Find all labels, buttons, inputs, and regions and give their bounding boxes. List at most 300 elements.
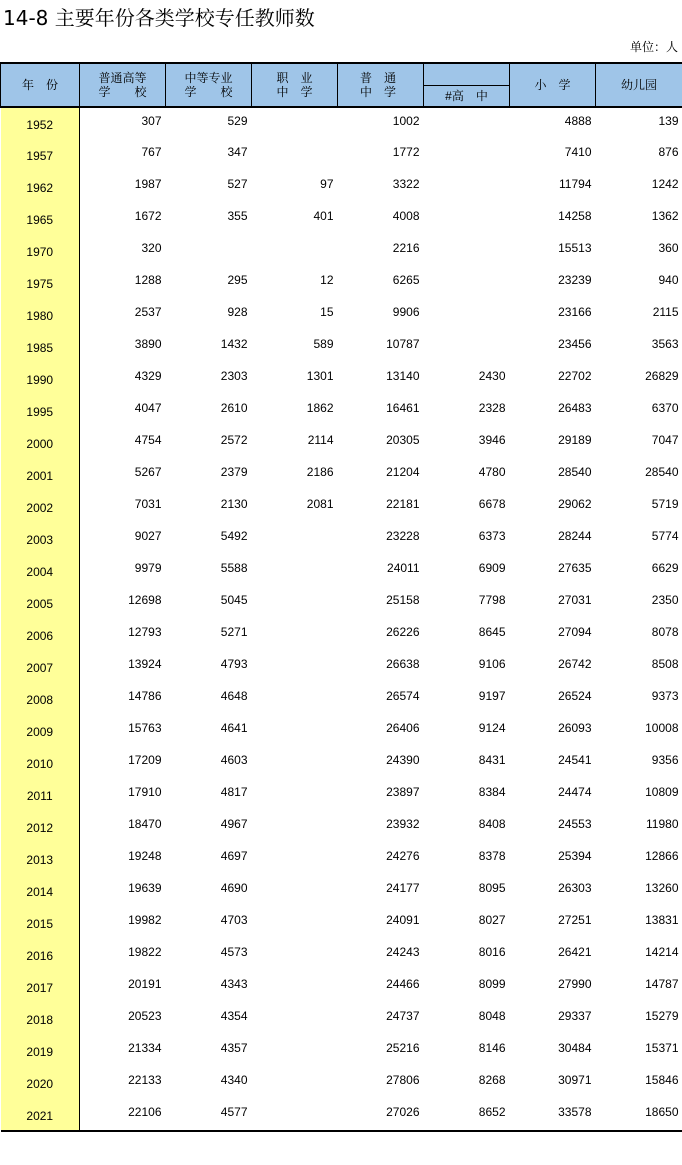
value-cell [252,139,338,171]
value-cell: 1242 [651,177,679,191]
value-cell: 17209 [128,753,162,767]
table-row [1,811,682,843]
value-cell: 4967 [220,817,248,831]
value-cell: 8146 [478,1041,506,1055]
value-cell: 4780 [478,465,506,479]
value-cell: 4888 [564,114,592,128]
year-cell: 2009 [1,715,80,747]
header-regular-secondary [338,63,424,107]
value-cell: 401 [313,209,334,223]
table-body [1,107,682,1131]
value-cell [424,107,510,139]
value-cell: 3890 [134,337,162,351]
header-higher-education [80,63,166,107]
year-cell: 1975 [1,267,80,299]
year-cell: 2003 [1,523,80,555]
value-cell: 9979 [134,561,162,575]
value-cell: 3946 [478,433,506,447]
value-cell: 4573 [220,945,248,959]
table-row [1,587,682,619]
value-cell: 23897 [386,785,420,799]
value-cell: 320 [141,241,162,255]
header-kindergarten: 幼儿园 [596,63,682,107]
value-cell: 139 [658,114,679,128]
table-row [1,459,682,491]
value-cell: 589 [313,337,334,351]
value-cell: 23456 [558,337,592,351]
year-cell: 1957 [1,139,80,171]
year-cell: 2016 [1,939,80,971]
value-cell: 8268 [478,1073,506,1087]
value-cell: 27026 [338,1099,424,1131]
value-cell: 1432 [220,337,248,351]
value-cell: 2115 [652,305,679,319]
value-cell: 1362 [651,209,679,223]
value-cell: 97 [320,177,334,191]
header-line: 中 学 [276,85,313,99]
value-cell: 10008 [645,721,679,735]
table-row [1,779,682,811]
value-cell [252,683,338,715]
table-row [1,1035,682,1067]
value-cell: 4690 [220,881,248,895]
value-cell: 27094 [558,625,592,639]
value-cell: 15 [320,305,334,319]
value-cell: 8408 [478,817,506,831]
header-line: 中 学 [360,85,397,99]
year-cell: 2000 [1,427,80,459]
value-cell: 8027 [478,913,506,927]
year-cell: 1970 [1,235,80,267]
value-cell: 14787 [645,977,679,991]
value-cell: 2186 [306,465,334,479]
header-vocational-middle [252,63,338,107]
value-cell: 22181 [386,497,420,511]
header-line: 学 校 [184,85,233,99]
table-row [1,619,682,651]
table-row [1,299,682,331]
value-cell: 22106 [80,1099,166,1131]
value-cell [424,171,510,203]
year-cell: 2020 [1,1067,80,1099]
value-cell: 2537 [134,305,162,319]
table-row [1,907,682,939]
year-cell: 1980 [1,299,80,331]
value-cell [424,203,510,235]
value-cell: 15763 [128,721,162,735]
value-cell [252,907,338,939]
value-cell: 8378 [478,849,506,863]
value-cell [252,1099,338,1131]
value-cell: 4648 [220,689,248,703]
value-cell: 8048 [478,1009,506,1023]
value-cell: 1987 [134,177,162,191]
value-cell: 295 [227,273,248,287]
value-cell: 26483 [558,401,592,415]
value-cell: 4697 [220,849,248,863]
value-cell: 4703 [220,913,248,927]
value-cell: 16461 [386,401,420,415]
value-cell [166,235,252,267]
value-cell: 19982 [128,913,162,927]
value-cell: 25394 [558,849,592,863]
value-cell: 13260 [645,881,679,895]
value-cell: 4343 [220,977,248,991]
value-cell [252,619,338,651]
value-cell: 4793 [220,657,248,671]
year-cell: 2005 [1,587,80,619]
value-cell: 24553 [558,817,592,831]
table-row [1,267,682,299]
value-cell: 26226 [386,625,420,639]
value-cell [252,715,338,747]
value-cell: 2572 [220,433,248,447]
value-cell: 1002 [392,114,420,128]
value-cell: 8095 [478,881,506,895]
value-cell [252,587,338,619]
value-cell: 24474 [558,785,592,799]
value-cell: 15513 [558,241,592,255]
value-cell [252,779,338,811]
table-row [1,971,682,1003]
year-cell: 2001 [1,459,80,491]
unit-label: 单位：人 [629,40,678,54]
value-cell: 29189 [558,433,592,447]
value-cell: 4641 [220,721,248,735]
value-cell: 15846 [645,1073,679,1087]
value-cell: 26303 [558,881,592,895]
value-cell: 12866 [645,849,679,863]
value-cell: 1672 [134,209,162,223]
value-cell: 5045 [220,593,248,607]
value-cell: 10809 [645,785,679,799]
value-cell: 25216 [386,1041,420,1055]
year-cell: 2019 [1,1035,80,1067]
value-cell: 27806 [386,1073,420,1087]
value-cell: 26574 [386,689,420,703]
value-cell: 24466 [386,977,420,991]
value-cell: 21204 [386,465,420,479]
value-cell: 13924 [128,657,162,671]
value-cell: 24243 [386,945,420,959]
table-header [1,63,682,107]
value-cell: 12 [320,273,334,287]
table-row [1,1099,682,1131]
year-cell: 2014 [1,875,80,907]
value-cell: 26829 [645,369,679,383]
value-cell: 26093 [558,721,592,735]
value-cell: 14786 [128,689,162,703]
value-cell: 23239 [558,273,592,287]
value-cell: 19248 [128,849,162,863]
header-line: 学 校 [98,85,147,99]
value-cell: 29337 [558,1009,592,1023]
value-cell: 876 [658,145,679,159]
value-cell [252,843,338,875]
table-row [1,491,682,523]
value-cell: 6373 [478,529,506,543]
value-cell: 3322 [392,177,420,191]
value-cell: 18470 [128,817,162,831]
year-cell: 2021 [1,1099,80,1131]
table-row [1,1067,682,1099]
value-cell: 27251 [558,913,592,927]
value-cell: 25158 [386,593,420,607]
value-cell: 12793 [128,625,162,639]
year-cell: 2002 [1,491,80,523]
value-cell: 24737 [386,1009,420,1023]
value-cell: 29062 [558,497,592,511]
value-cell [252,939,338,971]
value-cell: 24011 [387,561,420,575]
header-senior-high-top [424,63,510,85]
value-cell: 6678 [478,497,506,511]
value-cell: 8652 [424,1099,510,1131]
value-cell [252,1067,338,1099]
value-cell: 360 [658,241,679,255]
value-cell: 21334 [128,1041,162,1055]
value-cell: 23166 [558,305,592,319]
value-cell: 347 [227,145,248,159]
value-cell: 19822 [128,945,162,959]
value-cell: 9106 [478,657,506,671]
value-cell: 15279 [645,1009,679,1023]
header-line: 职 业 [276,71,313,85]
value-cell: 22133 [128,1073,162,1087]
year-cell: 2011 [1,779,80,811]
value-cell: 7798 [478,593,506,607]
table-row [1,651,682,683]
value-cell [424,235,510,267]
value-cell [252,523,338,555]
value-cell: 4357 [220,1041,248,1055]
value-cell: 529 [227,114,248,128]
value-cell: 26421 [558,945,592,959]
table-row [1,715,682,747]
value-cell: 14214 [645,945,679,959]
value-cell: 24276 [386,849,420,863]
value-cell: 24091 [386,913,420,927]
value-cell: 9027 [134,529,162,543]
header-primary: 小 学 [510,63,596,107]
value-cell: 6909 [478,561,506,575]
value-cell: 18650 [596,1099,682,1131]
value-cell: 9906 [392,305,420,319]
value-cell: 2610 [220,401,248,415]
value-cell: 23932 [386,817,420,831]
value-cell [252,811,338,843]
value-cell: 5774 [651,529,679,543]
value-cell: 27990 [558,977,592,991]
value-cell: 7047 [651,433,679,447]
value-cell: 6265 [392,273,420,287]
table-row [1,939,682,971]
value-cell [252,235,338,267]
value-cell: 9356 [651,753,679,767]
value-cell: 13140 [386,369,420,383]
value-cell: 24541 [558,753,592,767]
value-cell: 24177 [386,881,420,895]
value-cell: 27031 [558,593,592,607]
table-row [1,331,682,363]
value-cell [252,875,338,907]
value-cell: 4754 [134,433,162,447]
value-cell: 5492 [220,529,248,543]
value-cell: 2430 [478,369,506,383]
value-cell: 33578 [510,1099,596,1131]
year-cell: 1962 [1,171,80,203]
year-cell: 2006 [1,619,80,651]
value-cell [252,747,338,779]
value-cell: 27635 [558,561,592,575]
year-cell: 2013 [1,843,80,875]
value-cell: 22702 [558,369,592,383]
table-row [1,1003,682,1035]
value-cell: 4354 [220,1009,248,1023]
value-cell: 2081 [306,497,334,511]
value-cell [252,1003,338,1035]
header-line: 普通高等 [98,71,147,85]
value-cell: 5719 [651,497,679,511]
value-cell: 17910 [128,785,162,799]
value-cell: 10787 [386,337,420,351]
value-cell: 527 [227,177,248,191]
value-cell: 2350 [651,593,679,607]
value-cell: 12698 [128,593,162,607]
value-cell: 30484 [558,1041,592,1055]
value-cell: 4047 [134,401,162,415]
year-cell: 1990 [1,363,80,395]
value-cell: 2130 [220,497,248,511]
value-cell: 1862 [306,401,334,415]
value-cell [252,971,338,1003]
value-cell: 20523 [128,1009,162,1023]
header-line: 中等专业 [184,71,233,85]
value-cell: 4329 [134,369,162,383]
year-cell: 2004 [1,555,80,587]
value-cell [424,267,510,299]
year-cell: 1995 [1,395,80,427]
value-cell: 15371 [645,1041,679,1055]
value-cell: 355 [227,209,248,223]
value-cell: 13831 [645,913,679,927]
value-cell: 8508 [651,657,679,671]
value-cell: 20191 [128,977,162,991]
value-cell: 9373 [651,689,679,703]
value-cell: 2216 [392,241,420,255]
value-cell: 5267 [134,465,162,479]
table-row [1,363,682,395]
value-cell: 4008 [392,209,420,223]
value-cell: 23228 [386,529,420,543]
value-cell: 26742 [558,657,592,671]
value-cell: 8384 [478,785,506,799]
year-cell: 1952 [1,107,80,139]
value-cell: 8099 [478,977,506,991]
year-cell: 2007 [1,651,80,683]
value-cell: 307 [141,114,162,128]
value-cell: 4817 [220,785,248,799]
header-senior-high: #高 中 [424,85,510,107]
value-cell: 4577 [166,1099,252,1131]
value-cell: 11794 [559,177,592,191]
table-row [1,523,682,555]
value-cell: 8078 [651,625,679,639]
table-row [1,555,682,587]
table-row [1,875,682,907]
value-cell: 2114 [307,433,334,447]
value-cell: 9197 [478,689,506,703]
value-cell [252,651,338,683]
table-row [1,427,682,459]
table-row [1,683,682,715]
value-cell: 19639 [128,881,162,895]
value-cell [424,331,510,363]
table-row [1,203,682,235]
value-cell: 8016 [478,945,506,959]
teachers-table [0,62,682,1132]
value-cell: 2303 [220,369,248,383]
value-cell [252,555,338,587]
value-cell: 2328 [478,401,506,415]
value-cell: 767 [141,145,162,159]
year-cell: 2012 [1,811,80,843]
value-cell: 30971 [558,1073,592,1087]
value-cell: 28540 [645,465,679,479]
value-cell: 4603 [220,753,248,767]
table-row [1,843,682,875]
value-cell: 8645 [478,625,506,639]
value-cell: 8431 [478,753,506,767]
value-cell: 4340 [220,1073,248,1087]
table-row [1,747,682,779]
value-cell: 6370 [651,401,679,415]
value-cell: 5271 [220,625,248,639]
value-cell: 3563 [651,337,679,351]
year-cell: 2015 [1,907,80,939]
year-cell: 1985 [1,331,80,363]
header-secondary-specialized [166,63,252,107]
year-cell: 1965 [1,203,80,235]
value-cell: 6629 [651,561,679,575]
header-line: 普 通 [360,71,397,85]
value-cell: 28244 [558,529,592,543]
value-cell: 940 [658,273,679,287]
value-cell: 14258 [558,209,592,223]
table-row [1,107,682,139]
value-cell: 7410 [564,145,592,159]
value-cell: 1772 [392,145,420,159]
table-row [1,395,682,427]
value-cell: 11980 [646,817,679,831]
year-cell: 2008 [1,683,80,715]
value-cell: 1288 [134,273,162,287]
value-cell: 24390 [386,753,420,767]
header-year: 年 份 [1,63,80,107]
page-title: 14-8 主要年份各类学校专任教师数 [3,6,315,30]
table-row [1,235,682,267]
value-cell [252,107,338,139]
value-cell: 928 [227,305,248,319]
value-cell: 28540 [558,465,592,479]
table-row [1,171,682,203]
value-cell: 26638 [386,657,420,671]
value-cell: 26524 [558,689,592,703]
value-cell: 1301 [306,369,334,383]
year-cell: 2010 [1,747,80,779]
value-cell: 26406 [386,721,420,735]
value-cell: 20305 [386,433,420,447]
